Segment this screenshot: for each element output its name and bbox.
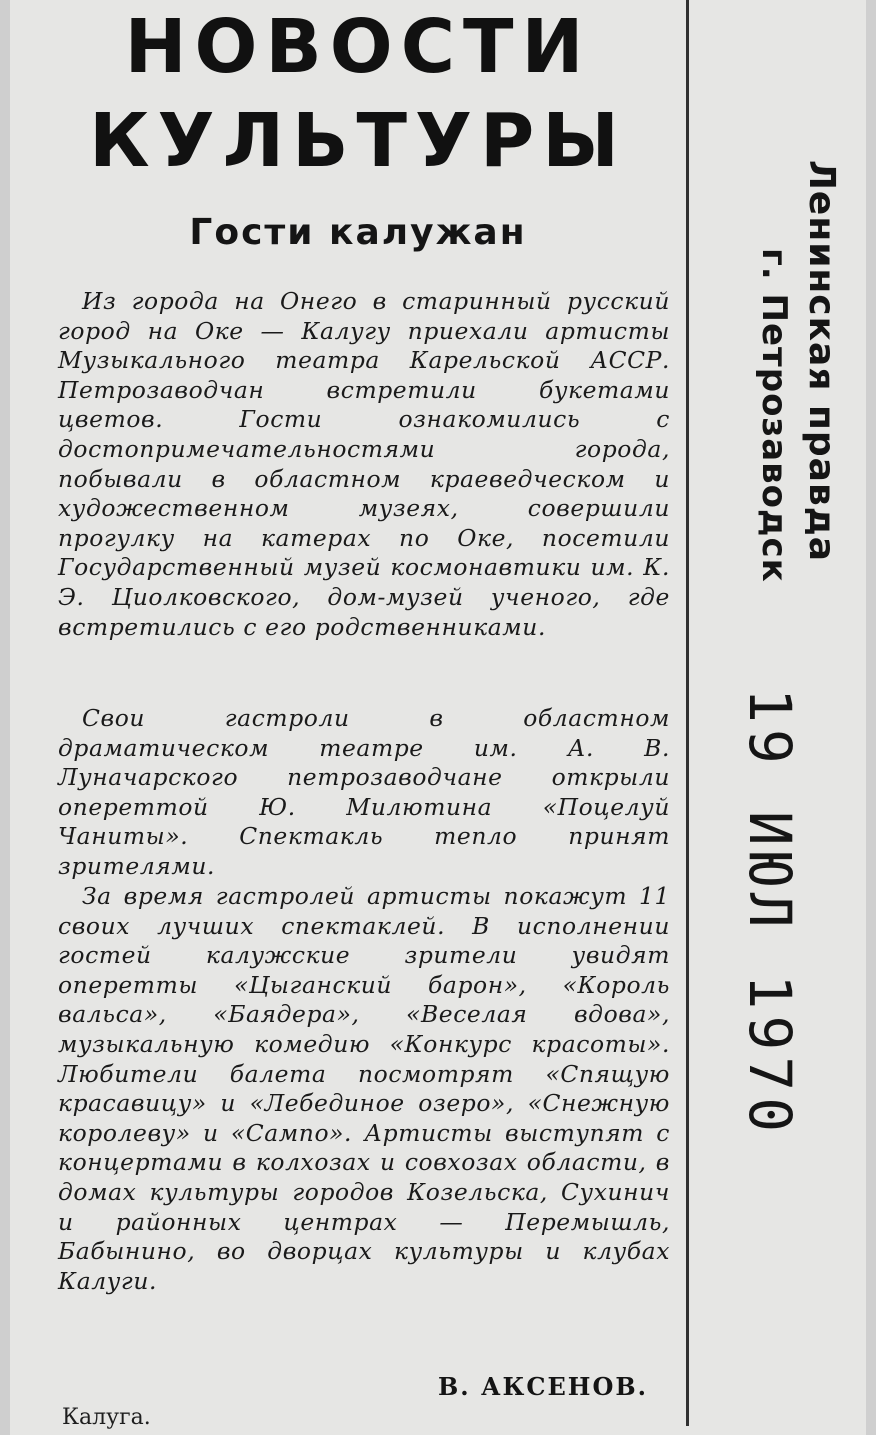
article-paragraph-3: За время гастролей артисты покажут 11 своих лучших спектаклей. В исполнении гостей калужские зрители увидят оперетты «Цыганский барон», «Король вальса», «Баядера», «Веселая вдова», музыкальную комедию «Конкурс красоты». Любители балета посмотрят «Спящую красавицу» и «Лебединое озеро», «Снежную королеву» и «Сампо». Артисты выступят с концертами в колхозах и совхозах области, в домах культуры городов Козельска, Сухинич и районных центрах — Перемышль, Бабынино, во дворцах культуры и клубах Калуги.	[58, 882, 670, 1295]
column-divider	[686, 0, 689, 1426]
article-paragraph-1: Из города на Онего в старинный русский город на Оке — Калугу приехали артисты Музыкального театра Карельской АССР. Петрозаводчан встретили букетами цветов. Гости ознакомились с достопримечательностями города, побывали в областном краеведческом и художественном музеях, совершили прогулку на катерах по Оке, посетили Государственный музей космонавтики им. К. Э. Циолковского, дом-музей ученого, где встретились с его родственниками.	[58, 287, 670, 641]
dateline: Калуга.	[62, 1405, 151, 1430]
stamp-newspaper-name: Ленинская правда	[801, 160, 842, 563]
headline-line-2: КУЛЬТУРЫ	[89, 98, 627, 184]
article-title: Гости калужан	[189, 212, 527, 253]
headline-line-1: НОВОСТИ	[124, 4, 592, 90]
author-signature: В. АКСЕНОВ.	[438, 1372, 648, 1401]
article	[18, 0, 678, 1430]
stamp-city: г. Петрозаводск	[754, 248, 794, 583]
archive-stamp	[694, 0, 876, 1435]
article-paragraph-2: Свои гастроли в областном драматическом театре им. А. В. Луначарского петрозаводчане открыли опереттой Ю. Милютина «Поцелуй Чаниты». Спектакль тепло принят зрителями.	[58, 704, 670, 880]
stamp-date: 19 ИЮЛ 1970	[736, 688, 804, 1139]
newspaper-clipping	[10, 0, 866, 1435]
